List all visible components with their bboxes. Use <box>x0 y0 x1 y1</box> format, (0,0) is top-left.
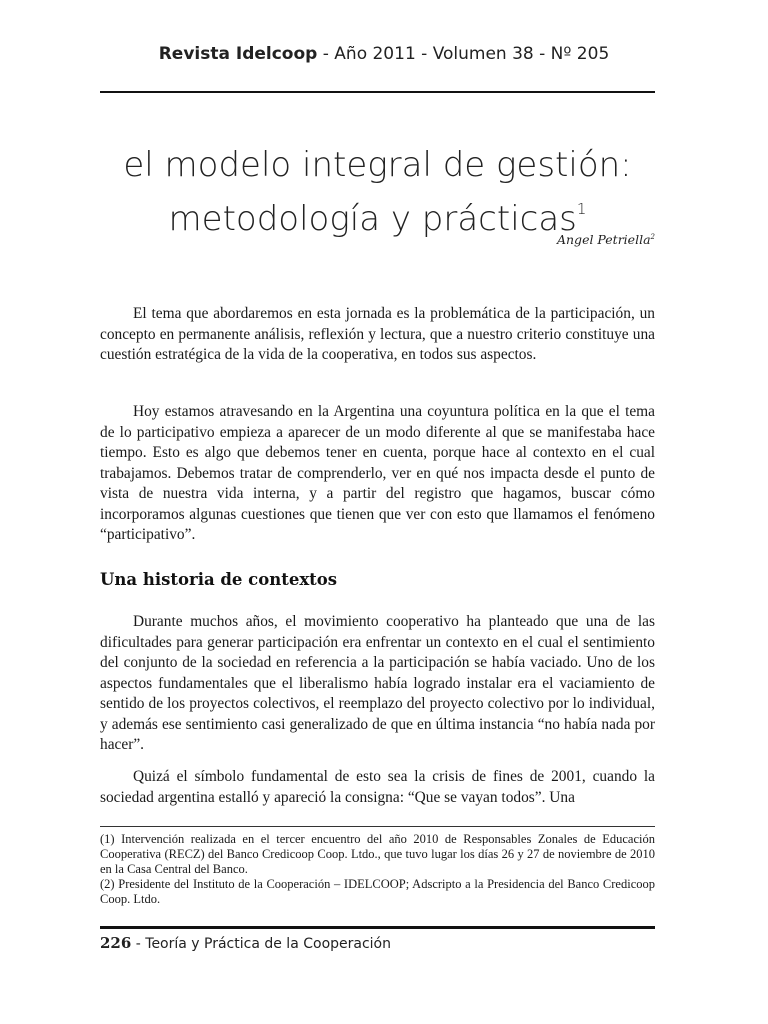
issue-details: - Año 2011 - Volumen 38 - Nº 205 <box>317 44 610 64</box>
crisis-block <box>100 767 655 808</box>
history-block <box>100 612 655 756</box>
context-block <box>100 402 655 546</box>
running-header <box>0 44 768 64</box>
article-title <box>100 143 655 241</box>
paragraph-3: Durante muchos años, el movimiento cooperativo ha planteado que una de las dificultades para generar participación era enfrentar un contexto en el cual el sentimiento del conjunto de la sociedad en referencia a la participación se había vaciado. Uno de los aspectos fundamentales que el liberalismo había logrado instalar era el vaciamiento de sentido de los proyectos colectivos, el reemplazo del proyecto colectivo por lo individual, y además ese sentimiento casi generalizado de que en última instancia “no había nada por hacer”. <box>100 613 655 753</box>
footnote-rule <box>100 826 655 827</box>
footnote-1: (1) Intervención realizada en el tercer encuentro del año 2010 de Responsables Zonales de Educación Cooperativa (RECZ) del Banco Credicoop Coop. Ltdo., que tuvo lugar los días 26 y 27 de noviembre de 2010 en la Casa Central del Banco. <box>100 832 655 876</box>
author-name: Angel Petriella <box>556 232 651 247</box>
paragraph-2: Hoy estamos atravesando en la Argentina una coyuntura política en la que el tema de lo participativo empieza a aparecer de un modo diferente al que se manifestaba hace tiempo. Esto es algo que debemos tener en cuenta, porque hace al contexto en el cual trabajamos. Debemos tratar de comprenderlo, ver en qué nos impacta desde el punto de vista de nuestra vida interna, y a partir del registro que hagamos, buscar cómo incorporamos algunas cuestiones que tienen que ver con esto que llamamos el fenómeno “participativo”. <box>100 403 655 543</box>
title-line-1: el modelo integral de gestión: <box>123 145 632 185</box>
section-heading: Una historia de contextos <box>100 570 338 589</box>
page-number: 226 <box>100 934 132 952</box>
author-byline <box>400 232 655 247</box>
title-line-2-text: metodología y prácticas <box>168 199 577 239</box>
paragraph-1: El tema que abordaremos en esta jornada es la problemática de la participación, un concepto en permanente análisis, reflexión y lectura, que a nuestro criterio constituye una cuestión estratégica de la vida de la cooperativa, en todos sus aspectos. <box>100 305 655 363</box>
footnotes <box>100 832 655 907</box>
footer-rule <box>100 926 655 929</box>
footnote-2: (2) Presidente del Instituto de la Cooperación – IDELCOOP; Adscripto a la Presidencia del Banco Credicoop Coop. Ltdo. <box>100 877 655 906</box>
footer-text: - Teoría y Práctica de la Cooperación <box>131 936 391 952</box>
header-rule <box>100 91 655 93</box>
author-footnote-ref: 2 <box>650 232 655 241</box>
title-footnote-ref: 1 <box>576 200 587 218</box>
running-footer <box>100 934 391 952</box>
journal-name: Revista Idelcoop <box>158 44 318 64</box>
paragraph-4: Quizá el símbolo fundamental de esto sea la crisis de fines de 2001, cuando la sociedad argentina estalló y apareció la consigna: “Que se vayan todos”. Una <box>100 768 655 806</box>
intro-block <box>100 304 655 366</box>
